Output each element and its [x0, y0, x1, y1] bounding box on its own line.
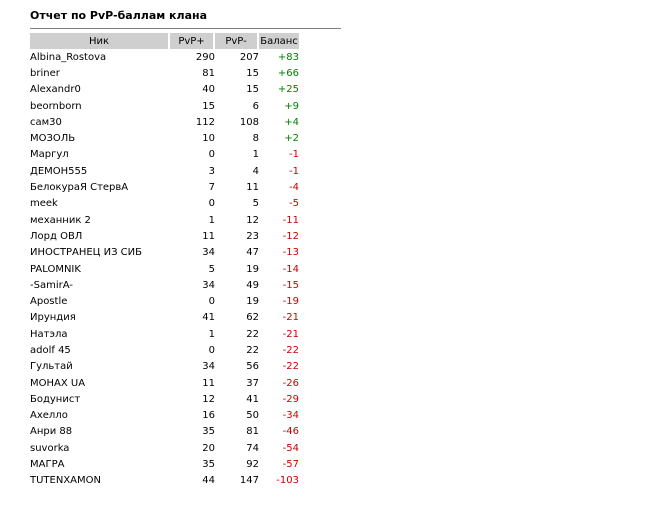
table-body	[30, 49, 299, 489]
pvp-minus-value: 37	[246, 377, 259, 389]
balance-value: -22	[282, 344, 299, 356]
pvp-plus-value: 1	[208, 328, 215, 340]
table-row	[30, 456, 299, 472]
player-nick: Лорд ОВЛ	[30, 230, 83, 242]
player-nick: Гультай	[30, 361, 73, 373]
table-row	[30, 114, 299, 130]
balance-value: +2	[284, 133, 299, 145]
player-nick: TUTENXAMON	[30, 475, 102, 487]
pvp-minus-value: 15	[246, 67, 259, 79]
pvp-plus-value: 34	[202, 279, 215, 291]
balance-value: -5	[289, 198, 299, 210]
pvp-plus-value: 5	[208, 263, 215, 275]
balance-value: +83	[277, 51, 299, 63]
pvp-plus-value: 15	[202, 100, 215, 112]
pvp-plus-value: 81	[202, 67, 215, 79]
column-header-pvp-plus[interactable]: PvP+	[170, 33, 215, 49]
pvp-minus-value: 56	[246, 361, 259, 373]
pvp-minus-value: 19	[246, 296, 259, 308]
pvp-plus-value: 0	[208, 296, 215, 308]
table-row	[30, 49, 299, 65]
balance-value: -1	[289, 149, 299, 161]
pvp-minus-value: 74	[246, 442, 259, 454]
pvp-minus-value: 147	[239, 475, 259, 487]
player-nick: Alexandr0	[30, 84, 81, 96]
player-nick: ДЕМОН555	[30, 165, 88, 177]
table-row	[30, 326, 299, 342]
title-divider	[30, 28, 341, 29]
pvp-plus-value: 16	[202, 410, 215, 422]
player-nick: Маргул	[30, 149, 69, 161]
pvp-minus-value: 108	[239, 116, 259, 128]
player-nick: adolf 45	[30, 344, 71, 356]
player-nick: Albina_Rostova	[30, 51, 107, 63]
table-row	[30, 440, 299, 456]
balance-value: -19	[282, 296, 299, 308]
balance-value: +4	[284, 116, 299, 128]
pvp-plus-value: 3	[208, 165, 215, 177]
balance-value: -12	[282, 230, 299, 242]
balance-value: +9	[284, 100, 299, 112]
balance-value: -21	[282, 328, 299, 340]
table-row	[30, 130, 299, 146]
pvp-minus-value: 23	[246, 230, 259, 242]
pvp-plus-value: 0	[208, 149, 215, 161]
column-header-nick[interactable]: Ник	[30, 33, 170, 49]
player-nick: механник 2	[30, 214, 91, 226]
player-nick: meek	[30, 198, 58, 210]
balance-value: -13	[282, 247, 299, 259]
balance-value: -103	[276, 475, 299, 487]
balance-value: -57	[282, 459, 299, 471]
player-nick: PALOMNIK	[30, 263, 81, 275]
pvp-plus-value: 112	[195, 116, 215, 128]
pvp-minus-value: 47	[246, 247, 259, 259]
pvp-minus-value: 19	[246, 263, 259, 275]
table-row	[30, 408, 299, 424]
table-row	[30, 228, 299, 244]
pvp-plus-value: 40	[202, 84, 215, 96]
pvp-minus-value: 5	[252, 198, 259, 210]
table-row	[30, 342, 299, 358]
player-nick: Ирундия	[30, 312, 76, 324]
player-nick: beornborn	[30, 100, 82, 112]
balance-value: +66	[277, 67, 299, 79]
pvp-report-table	[30, 33, 299, 489]
balance-value: -15	[282, 279, 299, 291]
pvp-plus-value: 0	[208, 344, 215, 356]
pvp-plus-value: 44	[202, 475, 215, 487]
balance-value: -22	[282, 361, 299, 373]
table-row	[30, 212, 299, 228]
pvp-plus-value: 7	[208, 182, 215, 194]
pvp-plus-value: 0	[208, 198, 215, 210]
pvp-plus-value: 11	[202, 377, 215, 389]
pvp-plus-value: 12	[202, 393, 215, 405]
player-nick: Ахелло	[30, 410, 68, 422]
table-row	[30, 98, 299, 114]
player-nick: briner	[30, 67, 60, 79]
pvp-minus-value: 50	[246, 410, 259, 422]
balance-value: -34	[282, 410, 299, 422]
table-row	[30, 391, 299, 407]
player-nick: Apostle	[30, 296, 68, 308]
table-row	[30, 179, 299, 195]
player-nick: МАГРА	[30, 459, 65, 471]
pvp-plus-value: 1	[208, 214, 215, 226]
player-nick: БелокураЯ СтервА	[30, 182, 129, 194]
balance-value: +25	[277, 84, 299, 96]
pvp-minus-value: 22	[246, 328, 259, 340]
pvp-minus-value: 49	[246, 279, 259, 291]
table-row	[30, 245, 299, 261]
pvp-minus-value: 1	[252, 149, 259, 161]
pvp-minus-value: 8	[252, 133, 259, 145]
table-row	[30, 147, 299, 163]
pvp-minus-value: 81	[246, 426, 259, 438]
pvp-plus-value: 41	[202, 312, 215, 324]
player-nick: сам30	[30, 116, 62, 128]
pvp-plus-value: 34	[202, 247, 215, 259]
pvp-plus-value: 290	[195, 51, 215, 63]
table-row	[30, 359, 299, 375]
report-title: Отчет по PvP-баллам клана	[30, 9, 208, 22]
pvp-minus-value: 11	[246, 182, 259, 194]
player-nick: ИНОСТРАНЕЦ ИЗ СИБ	[30, 247, 143, 259]
balance-value: -4	[289, 182, 299, 194]
pvp-minus-value: 41	[246, 393, 259, 405]
pvp-plus-value: 10	[202, 133, 215, 145]
pvp-minus-value: 92	[246, 459, 259, 471]
balance-value: -26	[282, 377, 299, 389]
pvp-plus-value: 34	[202, 361, 215, 373]
balance-value: -54	[282, 442, 299, 454]
table-row	[30, 196, 299, 212]
table-row	[30, 277, 299, 293]
table-row	[30, 310, 299, 326]
balance-value: -21	[282, 312, 299, 324]
table-row	[30, 375, 299, 391]
player-nick: Бодунист	[30, 393, 81, 405]
player-nick: Натэла	[30, 328, 68, 340]
table-row	[30, 82, 299, 98]
balance-value: -29	[282, 393, 299, 405]
table-header	[30, 33, 299, 49]
player-nick: Анри 88	[30, 426, 73, 438]
table-row	[30, 424, 299, 440]
column-header-balance[interactable]: Баланс	[259, 33, 299, 49]
pvp-minus-value: 6	[252, 100, 259, 112]
player-nick: suvorka	[30, 442, 70, 454]
pvp-plus-value: 35	[202, 459, 215, 471]
table-row	[30, 293, 299, 309]
balance-value: -1	[289, 165, 299, 177]
pvp-plus-value: 11	[202, 230, 215, 242]
pvp-minus-value: 4	[252, 165, 259, 177]
balance-value: -11	[282, 214, 299, 226]
table-row	[30, 65, 299, 81]
player-nick: MOHAX UA	[30, 377, 86, 389]
pvp-plus-value: 20	[202, 442, 215, 454]
header-row	[30, 33, 299, 49]
pvp-minus-value: 62	[246, 312, 259, 324]
pvp-minus-value: 22	[246, 344, 259, 356]
pvp-minus-value: 15	[246, 84, 259, 96]
balance-value: -14	[282, 263, 299, 275]
player-nick: МОЗОЛЬ	[30, 133, 76, 145]
table-row	[30, 473, 299, 489]
pvp-minus-value: 12	[246, 214, 259, 226]
balance-value: -46	[282, 426, 299, 438]
table-row	[30, 261, 299, 277]
player-nick: -SamirA-	[30, 279, 73, 291]
pvp-plus-value: 35	[202, 426, 215, 438]
column-header-pvp-minus[interactable]: PvP-	[215, 33, 259, 49]
table-row	[30, 163, 299, 179]
pvp-minus-value: 207	[239, 51, 259, 63]
